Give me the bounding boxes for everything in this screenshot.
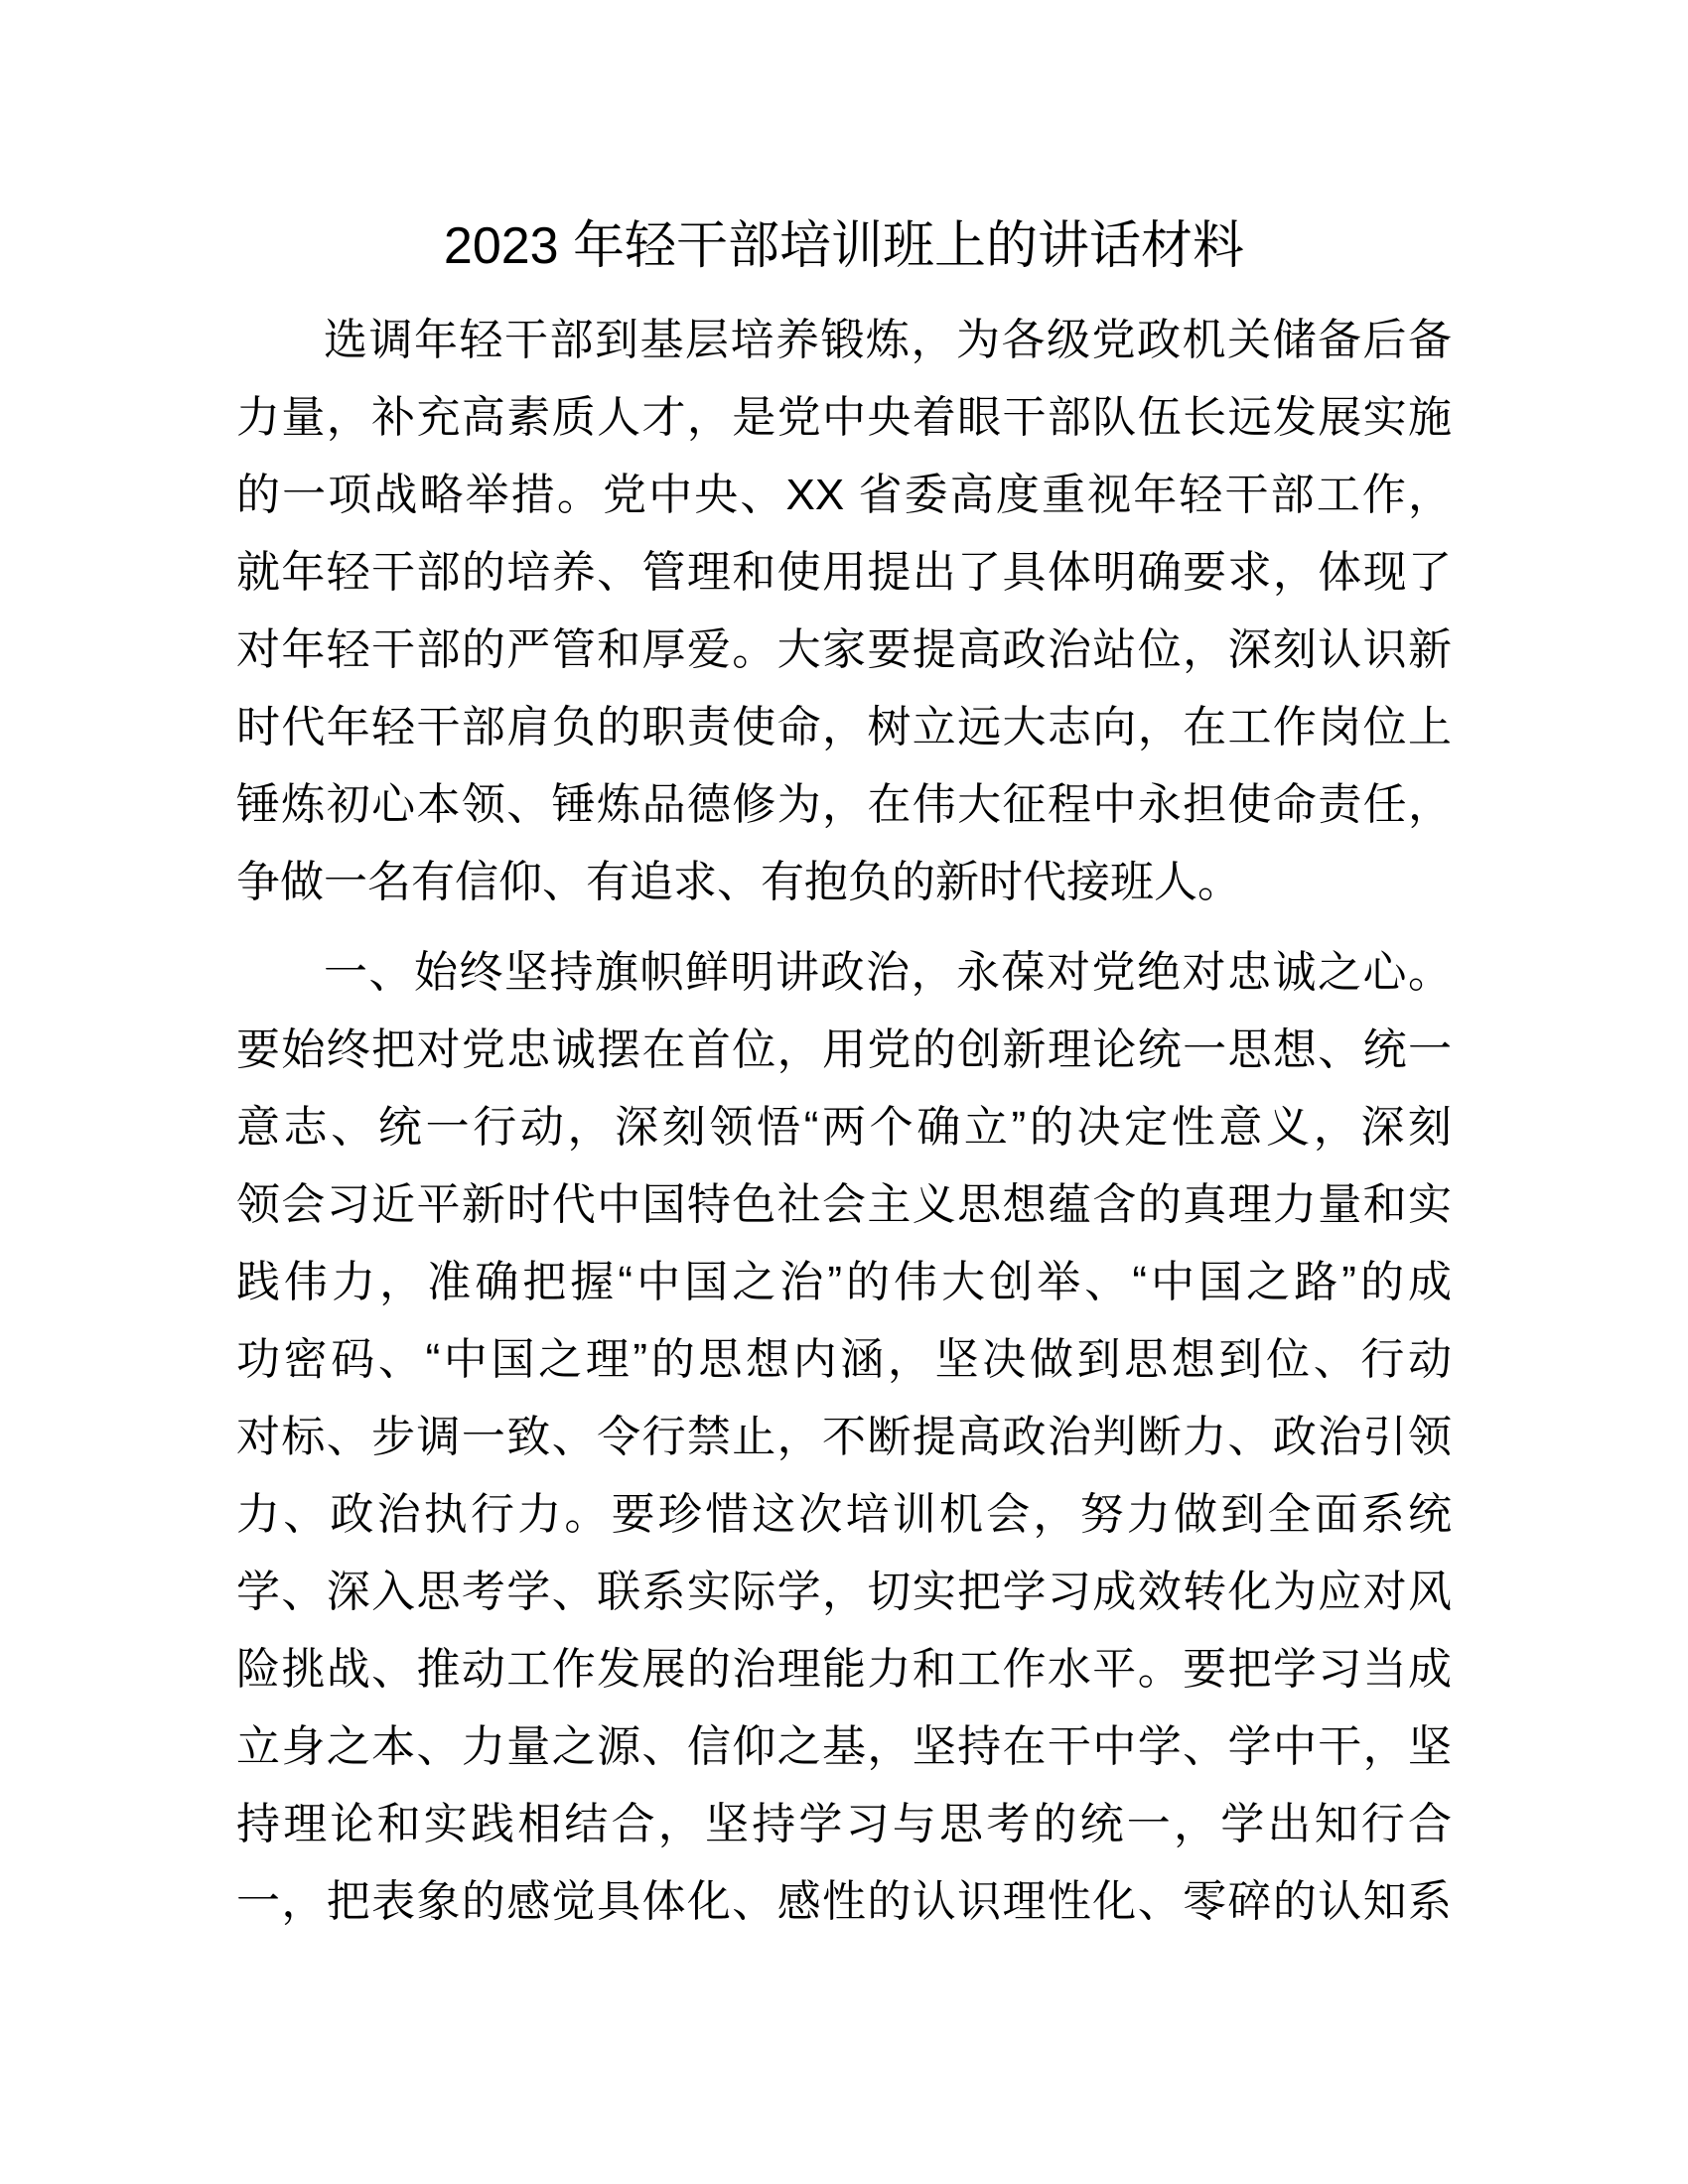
- text-line: 力、政治执行力。要珍惜这次培训机会，努力做到全面系统: [236, 1490, 1452, 1539]
- text-line: 对标、步调一致、令行禁止，不断提高政治判断力、政治引领: [236, 1413, 1452, 1461]
- paragraph-2: [236, 934, 1452, 1941]
- text-line: 持理论和实践相结合，坚持学习与思考的统一，学出知行合: [236, 1800, 1452, 1848]
- text-line: 立身之本、力量之源、信仰之基，坚持在干中学、学中干，坚: [236, 1722, 1452, 1771]
- text-line: 要始终把对党忠诚摆在首位，用党的创新理论统一思想、统一: [236, 1025, 1452, 1074]
- text-line: 锤炼初心本领、锤炼品德修为，在伟大征程中永担使命责任，: [236, 780, 1452, 829]
- text-line: 时代年轻干部肩负的职责使命，树立远大志向，在工作岗位上: [236, 703, 1452, 751]
- text-line: 的一项战略举措。党中央、XX 省委高度重视年轻干部工作，: [236, 471, 1452, 519]
- text-line: 争做一名有信仰、有追求、有抱负的新时代接班人。: [236, 858, 1241, 906]
- text-line: 功密码、“中国之理”的思想内涵，坚决做到思想到位、行动: [236, 1335, 1452, 1384]
- text-line: 学、深入思考学、联系实际学，切实把学习成效转化为应对风: [236, 1568, 1452, 1616]
- document-title: 2023 年轻干部培训班上的讲话材料: [443, 217, 1245, 275]
- text-line: 践伟力，准确把握“中国之治”的伟大创举、“中国之路”的成: [236, 1258, 1452, 1306]
- text-line: 力量，补充高素质人才，是党中央着眼干部队伍长远发展实施: [236, 393, 1452, 442]
- text-line: 选调年轻干部到基层培养锻炼，为各级党政机关储备后备: [324, 316, 1452, 364]
- text-line: 对年轻干部的严管和厚爱。大家要提高政治站位，深刻认识新: [236, 625, 1452, 674]
- text-line: 意志、统一行动，深刻领悟“两个确立”的决定性意义，深刻: [236, 1103, 1452, 1152]
- text-line: 一、始终坚持旗帜鲜明讲政治，永葆对党绝对忠诚之心。: [324, 948, 1452, 997]
- text-line: 就年轻干部的培养、管理和使用提出了具体明确要求，体现了: [236, 548, 1452, 597]
- text-line: 领会习近平新时代中国特色社会主义思想蕴含的真理力量和实: [236, 1180, 1452, 1229]
- text-line: 一，把表象的感觉具体化、感性的认识理性化、零碎的认知系: [236, 1877, 1452, 1926]
- paragraph-1: [236, 302, 1452, 921]
- text-line: 险挑战、推动工作发展的治理能力和工作水平。要把学习当成: [236, 1645, 1452, 1694]
